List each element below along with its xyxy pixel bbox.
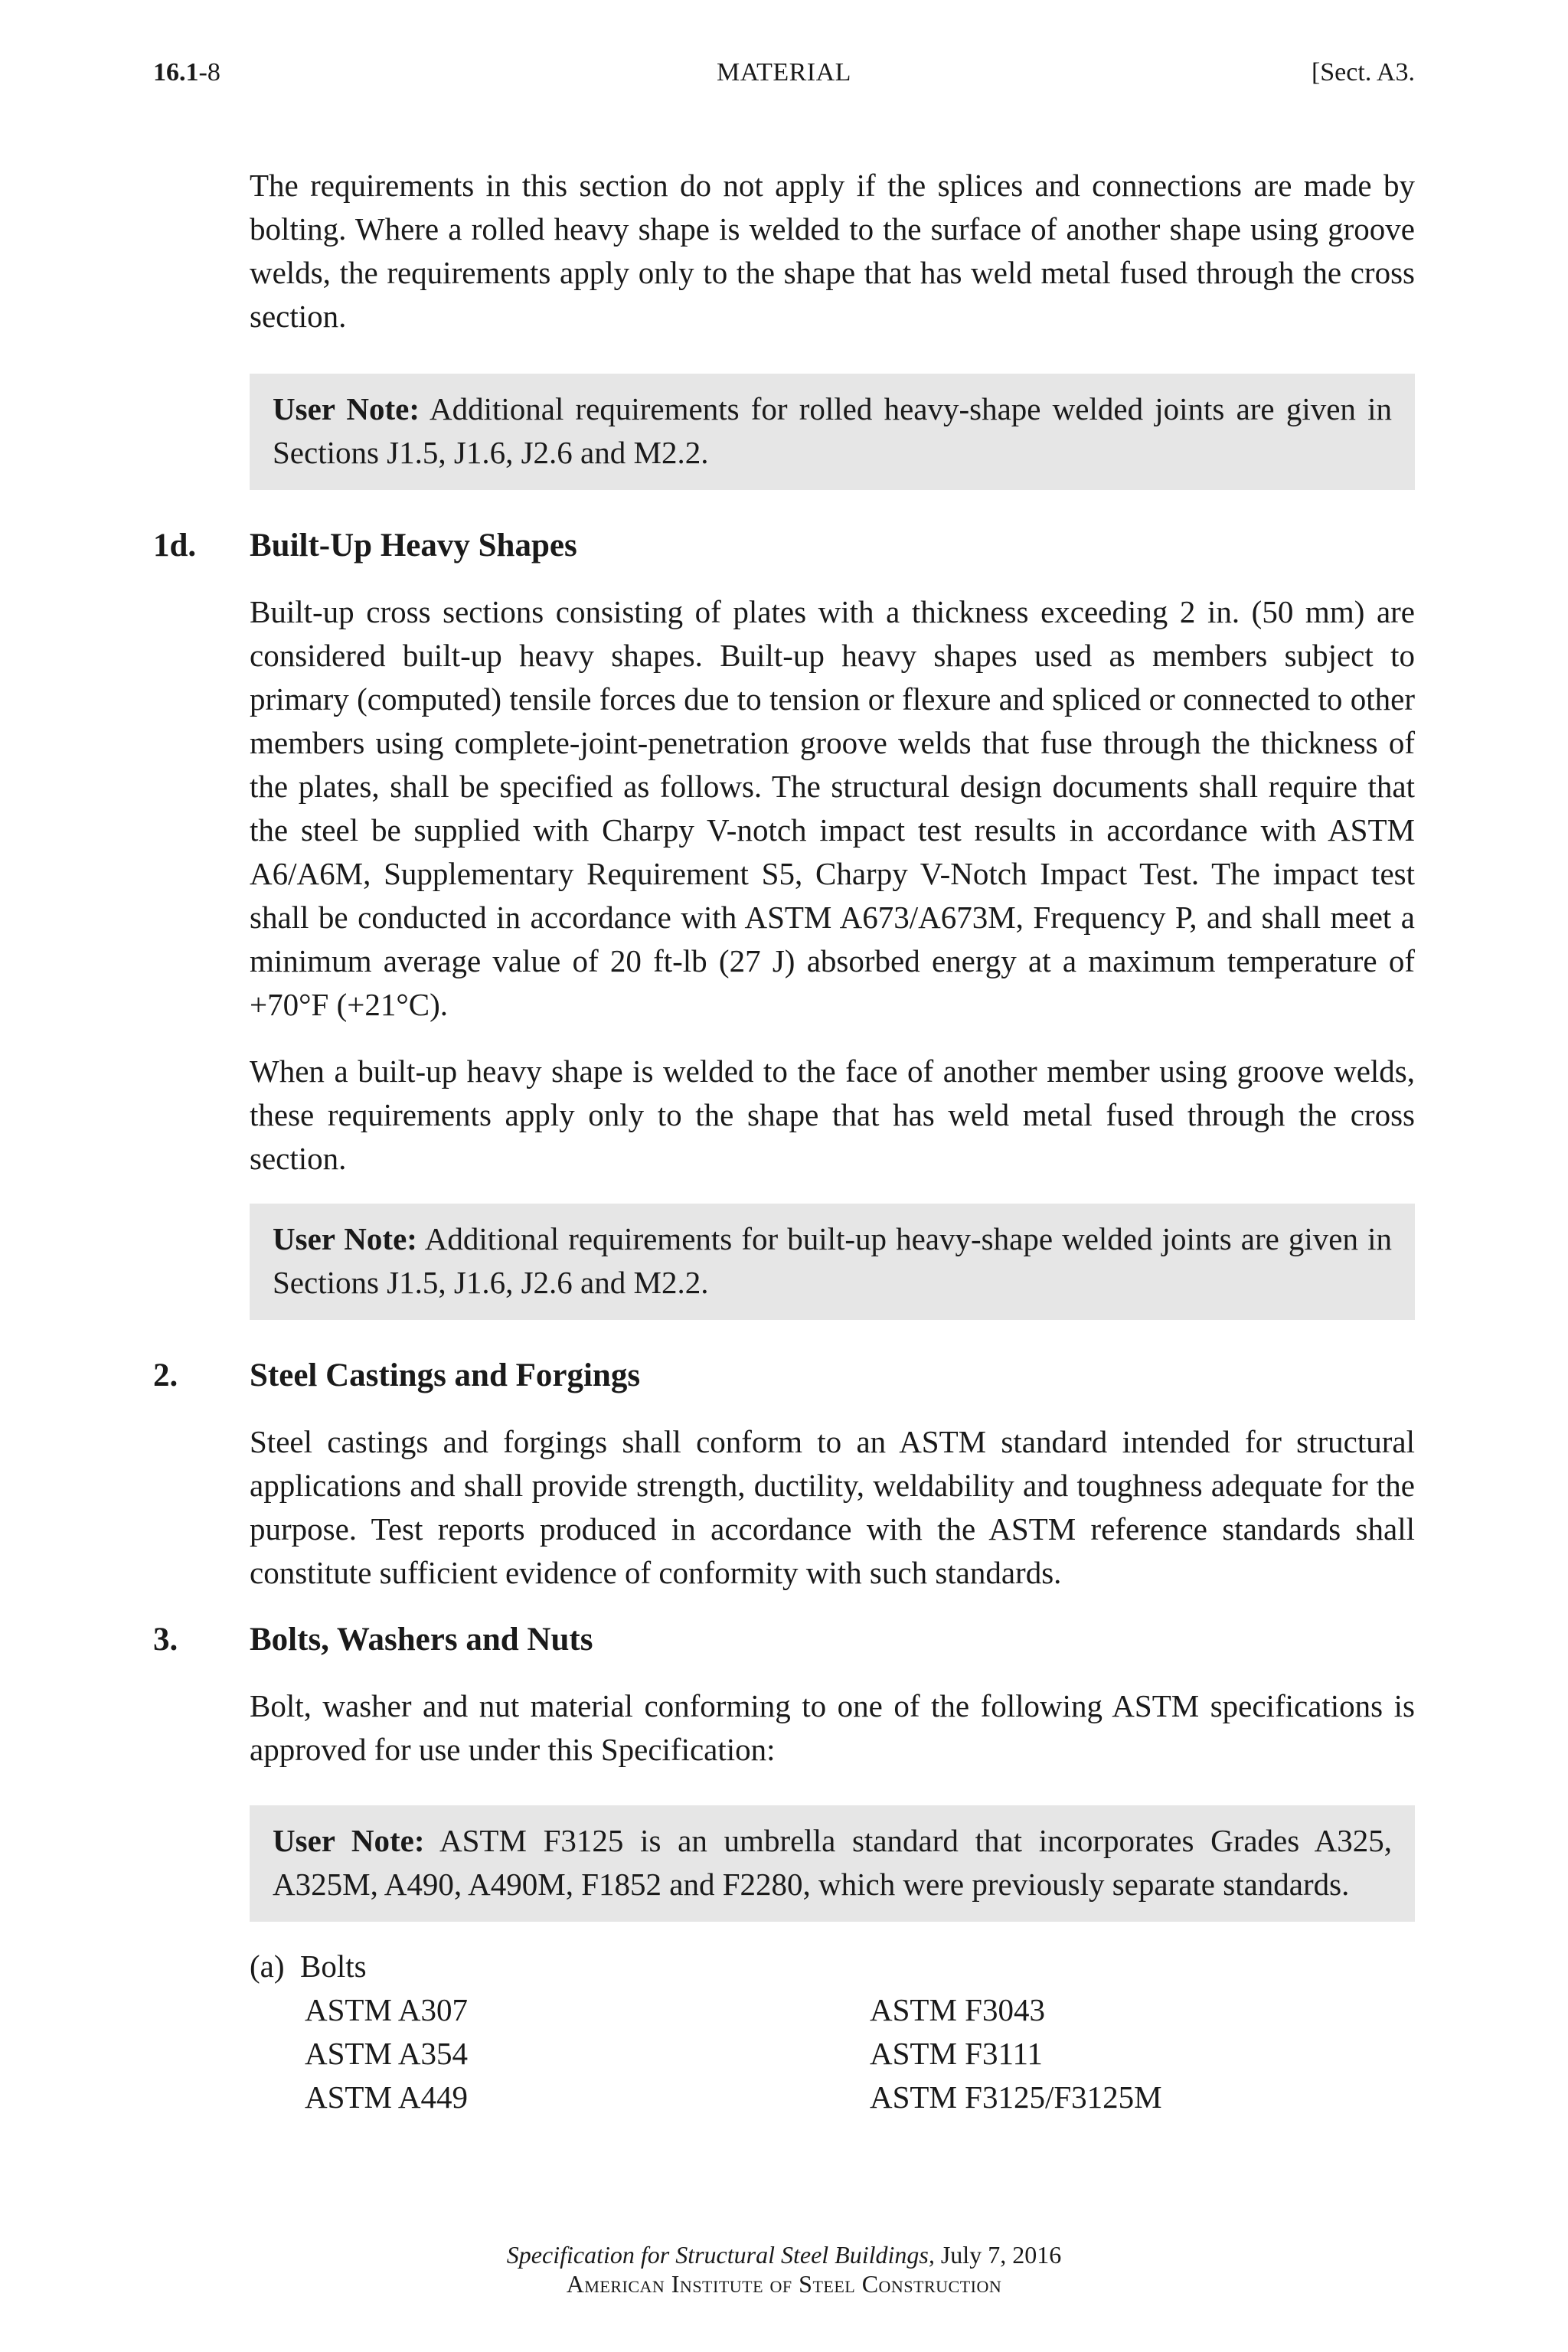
user-note-label: User Note: bbox=[273, 1823, 425, 1858]
bolts-column-right bbox=[870, 1988, 1162, 2119]
section-heading-3 bbox=[153, 1618, 1415, 1661]
built-up-paragraph-1: Built-up cross sections consisting of plates with a thickness exceeding 2 in. (50 mm) are considered built-up heavy shapes. Built-up heavy shapes used as members subject to primary (computed) tensile forces due to tension or flexure and spliced or connected to other members using complete-joint-penetration groove welds that fuse through the thickness of the plates, shall be specified as follows. The structural design documents shall require that the steel be supplied with Charpy V-notch impact test results in accordance with ASTM A6/A6M, Supplementary Requirement S5, Charpy V-Notch Impact Test. The impact test shall be conducted in accordance with ASTM A673/A673M, Frequency P, and shall meet a minimum average value of 20 ft-lb (27 J) absorbed energy at a maximum temperature of +70°F (+21°C). bbox=[250, 594, 1415, 1022]
list-item: ASTM F3043 bbox=[870, 1992, 1045, 2027]
page-number-rest: -8 bbox=[198, 58, 220, 87]
user-note-built-up-heavy bbox=[250, 1204, 1415, 1320]
section-number: 2. bbox=[153, 1357, 178, 1393]
list-item: ASTM F3111 bbox=[870, 2036, 1043, 2071]
section-title: Built-Up Heavy Shapes bbox=[250, 528, 577, 564]
section-heading-1d bbox=[153, 524, 1415, 567]
bolts-columns bbox=[250, 1988, 1415, 2119]
section-heading-2 bbox=[153, 1354, 1415, 1397]
section-title: Steel Castings and Forgings bbox=[250, 1357, 641, 1393]
section-reference: [Sect. A3. bbox=[1311, 58, 1415, 87]
bolts-list-label: (a) Bolts bbox=[250, 1949, 367, 1984]
footer-date: July 7, 2016 bbox=[934, 2241, 1062, 2269]
footer-publisher: American Institute of Steel Construction bbox=[566, 2270, 1002, 2298]
page-footer bbox=[0, 2240, 1568, 2298]
bolts-paragraph: Bolt, washer and nut material conforming to one of the following ASTM specifications is approved for use under this Specification: bbox=[250, 1688, 1415, 1767]
footer-spec-title: Specification for Structural Steel Buildings, bbox=[506, 2241, 935, 2269]
list-item: ASTM A354 bbox=[305, 2036, 469, 2071]
built-up-paragraph-2: When a built-up heavy shape is welded to the face of another member using groove welds, these requirements apply only to the shape that has weld metal fused through the cross section. bbox=[250, 1054, 1415, 1176]
user-note-text: ASTM F3125 is an umbrella standard that incorporates Grades A325, A325M, A490, A490M, F1852 and F2280, which were previously separate standards. bbox=[273, 1823, 1393, 1902]
list-item: ASTM A449 bbox=[305, 2079, 469, 2115]
section-number: 3. bbox=[153, 1622, 178, 1658]
bolts-list bbox=[250, 1945, 1415, 2119]
user-note-rolled-heavy bbox=[250, 374, 1415, 490]
user-note-label: User Note: bbox=[273, 1221, 417, 1256]
list-item: ASTM A307 bbox=[305, 1992, 469, 2027]
footer-line-1 bbox=[0, 2240, 1568, 2269]
intro-paragraph: The requirements in this section do not apply if the splices and connections are made by bolting. Where a rolled heavy shape is welded to the surface of another shape using groove welds, the requirements apply only to the shape that has weld metal fused through the cross section. bbox=[250, 168, 1415, 334]
user-note-label: User Note: bbox=[273, 391, 420, 426]
section-title: Bolts, Washers and Nuts bbox=[250, 1622, 593, 1658]
page-number-bold: 16.1 bbox=[153, 58, 199, 87]
main-content bbox=[153, 164, 1415, 2119]
user-note-text: Additional requirements for built-up heavy-shape welded joints are given in Sections J1.5, J1.6, J2.6 and M2.2. bbox=[273, 1221, 1392, 1300]
bolts-column-left bbox=[305, 1988, 468, 2119]
user-note-f3125 bbox=[250, 1805, 1415, 1922]
user-note-text: Additional requirements for rolled heavy-shape welded joints are given in Sections J1.5, J1.6, J2.6 and M2.2. bbox=[273, 391, 1392, 470]
list-item: ASTM F3125/F3125M bbox=[870, 2079, 1162, 2115]
running-header bbox=[153, 58, 1415, 96]
section-number: 1d. bbox=[153, 528, 197, 564]
castings-paragraph: Steel castings and forgings shall conform to an ASTM standard intended for structural applications and shall provide strength, ductility, weldability and toughness adequate for the purpose. Test reports produced in accordance with the ASTM reference standards shall constitute sufficient evidence of conformity with such standards. bbox=[250, 1424, 1415, 1590]
chapter-title: MATERIAL bbox=[717, 58, 851, 87]
